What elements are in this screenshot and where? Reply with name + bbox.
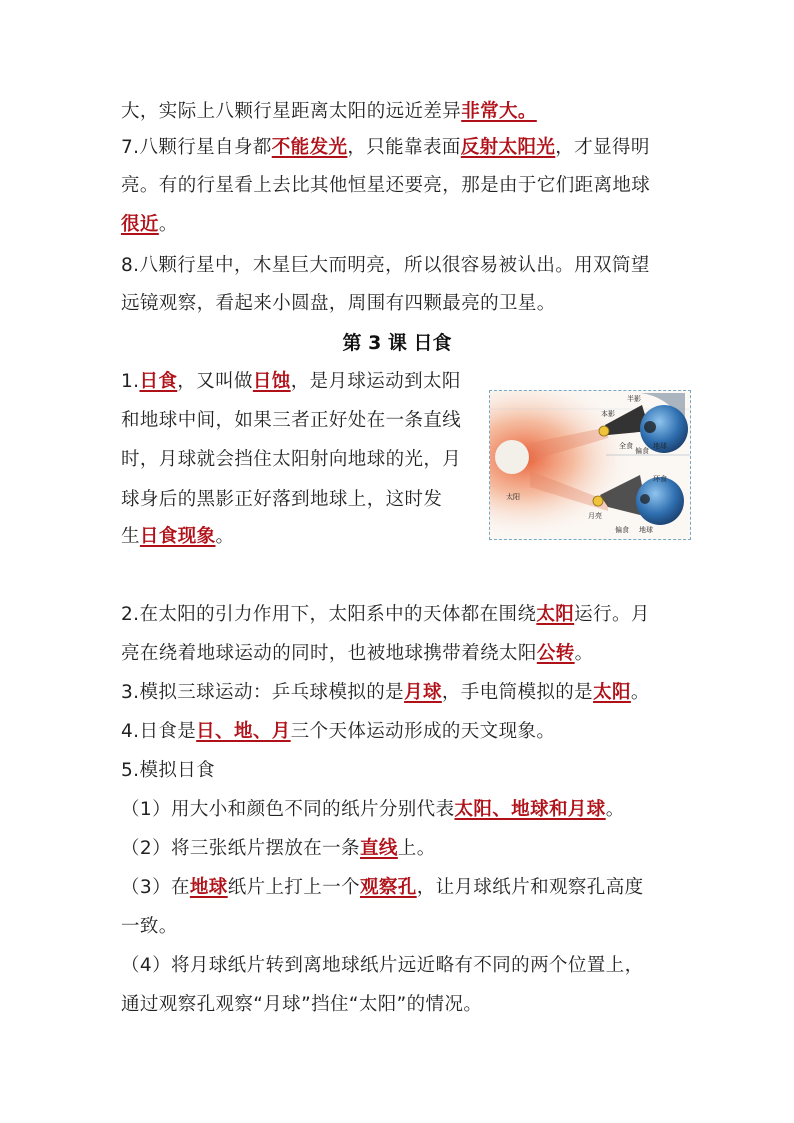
text-segment: 亮在绕着地球运动的同时，也被地球携带着绕太阳 <box>121 643 537 664</box>
text-segment: 2.在太阳的引力作用下，太阳系中的天体都在围绕 <box>121 604 537 625</box>
text-segment: ，又叫做 <box>177 371 253 392</box>
text-line <box>121 641 594 667</box>
moon-bottom <box>593 496 603 506</box>
label-total: 全食 <box>619 442 633 450</box>
highlighted-term: 日食现象 <box>139 526 216 547</box>
text-segment: 大，实际上八颗行星距离太阳的远近差异 <box>121 101 462 122</box>
text-line <box>121 99 537 125</box>
text-segment: （1）用大小和颜色不同的纸片分别代表 <box>121 799 455 820</box>
sun-disc <box>495 440 529 474</box>
text-segment: 。 <box>215 526 235 547</box>
text-line <box>121 524 234 550</box>
text-segment: 球身后的黑影正好落到地球上，这时发 <box>121 489 443 510</box>
text-segment: 三个天体运动形成的天文现象。 <box>290 721 556 742</box>
text-line <box>121 719 555 745</box>
highlighted-term: 非常大。 <box>461 101 537 122</box>
text-segment: 一致。 <box>121 916 178 937</box>
shadow-spot <box>644 421 656 433</box>
label-earth-top: 地球 <box>653 442 667 450</box>
label-annular: 环食 <box>653 475 667 483</box>
text-segment: 。 <box>605 799 625 820</box>
text-line <box>121 408 461 434</box>
label-partial-top: 偏食 <box>635 447 649 455</box>
text-line <box>121 680 650 706</box>
text-segment: ，手电筒模拟的是 <box>441 682 594 703</box>
text-line <box>121 447 461 473</box>
text-segment: ，才显得明 <box>555 137 650 158</box>
text-segment: 1. <box>121 371 140 392</box>
highlighted-term: 太阳 <box>536 604 575 625</box>
text-segment: 生 <box>121 526 140 547</box>
text-line <box>121 291 556 317</box>
highlighted-term: 太阳 <box>593 682 631 703</box>
shadow-spot <box>640 494 650 504</box>
highlighted-term: 月球 <box>404 682 442 703</box>
label-earth-bottom: 地球 <box>639 526 653 534</box>
highlighted-term: 地球 <box>189 877 228 898</box>
label-penumbra: 半影 <box>627 395 641 403</box>
text-segment: 亮。有的行星看上去比其他恒星还要亮，那是由于它们距离地球 <box>121 175 651 196</box>
highlighted-term: 直线 <box>359 838 398 859</box>
text-line <box>121 135 650 161</box>
text-segment: 5.模拟日食 <box>121 760 216 781</box>
text-segment: ，让月球纸片和观察孔高度 <box>416 877 644 898</box>
text-line <box>121 369 461 395</box>
label-partial-bottom: 偏食 <box>615 526 629 534</box>
text-segment: ，只能靠表面 <box>347 137 461 158</box>
highlighted-term: 很近 <box>121 214 159 235</box>
text-segment: （3）在 <box>121 877 190 898</box>
text-segment: 3.模拟三球运动：乒乓球模拟的是 <box>121 682 405 703</box>
text-segment: 。 <box>630 682 650 703</box>
text-segment: 上。 <box>397 838 436 859</box>
moon-top <box>599 426 609 436</box>
highlighted-term: 反射太阳光 <box>460 137 556 158</box>
text-segment: （4）将月球纸片转到离地球纸片远近略有不同的两个位置上， <box>121 955 644 976</box>
text-line <box>121 212 178 238</box>
text-segment: 时，月球就会挡住太阳射向地球的光，月 <box>121 449 462 470</box>
text-line <box>121 173 650 199</box>
text-line <box>121 758 215 784</box>
text-line <box>121 797 625 823</box>
text-line <box>121 953 643 979</box>
text-line <box>121 836 436 862</box>
text-segment: 8.八颗行星中，木星巨大而明亮，所以很容易被认出。用双筒望 <box>121 255 650 276</box>
highlighted-term: 公转 <box>536 643 575 664</box>
text-line <box>121 602 650 628</box>
highlighted-term: 观察孔 <box>360 877 417 898</box>
label-sun: 太阳 <box>506 493 520 501</box>
text-line <box>121 253 650 279</box>
text-segment: 和地球中间，如果三者正好处在一条直线 <box>121 410 462 431</box>
label-umbra: 本影 <box>601 410 615 418</box>
highlighted-term: 日蚀 <box>252 371 291 392</box>
text-segment: 运行。月 <box>574 604 650 625</box>
text-segment: 通过观察孔观察“月球”挡住“太阳”的情况。 <box>121 994 483 1015</box>
highlighted-term: 太阳、地球和月球 <box>454 799 606 820</box>
text-line <box>121 914 178 940</box>
text-segment: 远镜观察，看起来小圆盘，周围有四颗最亮的卫星。 <box>121 293 556 314</box>
text-segment: 纸片上打上一个 <box>227 877 360 898</box>
text-segment: 4.日食是 <box>121 721 197 742</box>
label-moon: 月亮 <box>588 512 602 520</box>
text-segment: 7.八颗行星自身都 <box>121 137 272 158</box>
eclipse-illustration <box>490 391 690 539</box>
text-line <box>121 875 644 901</box>
text-line <box>121 487 442 513</box>
text-segment: （2）将三张纸片摆放在一条 <box>121 838 360 859</box>
section-title: 第 3 课 日食 <box>342 332 452 354</box>
highlighted-term: 日、地、月 <box>196 721 291 742</box>
highlighted-term: 不能发光 <box>271 137 348 158</box>
solar-eclipse-diagram <box>489 390 691 540</box>
highlighted-term: 日食 <box>139 371 178 392</box>
text-line <box>121 992 482 1018</box>
text-segment: 。 <box>158 214 178 235</box>
text-segment: ，是月球运动到太阳 <box>290 371 461 392</box>
text-segment: 。 <box>574 643 594 664</box>
